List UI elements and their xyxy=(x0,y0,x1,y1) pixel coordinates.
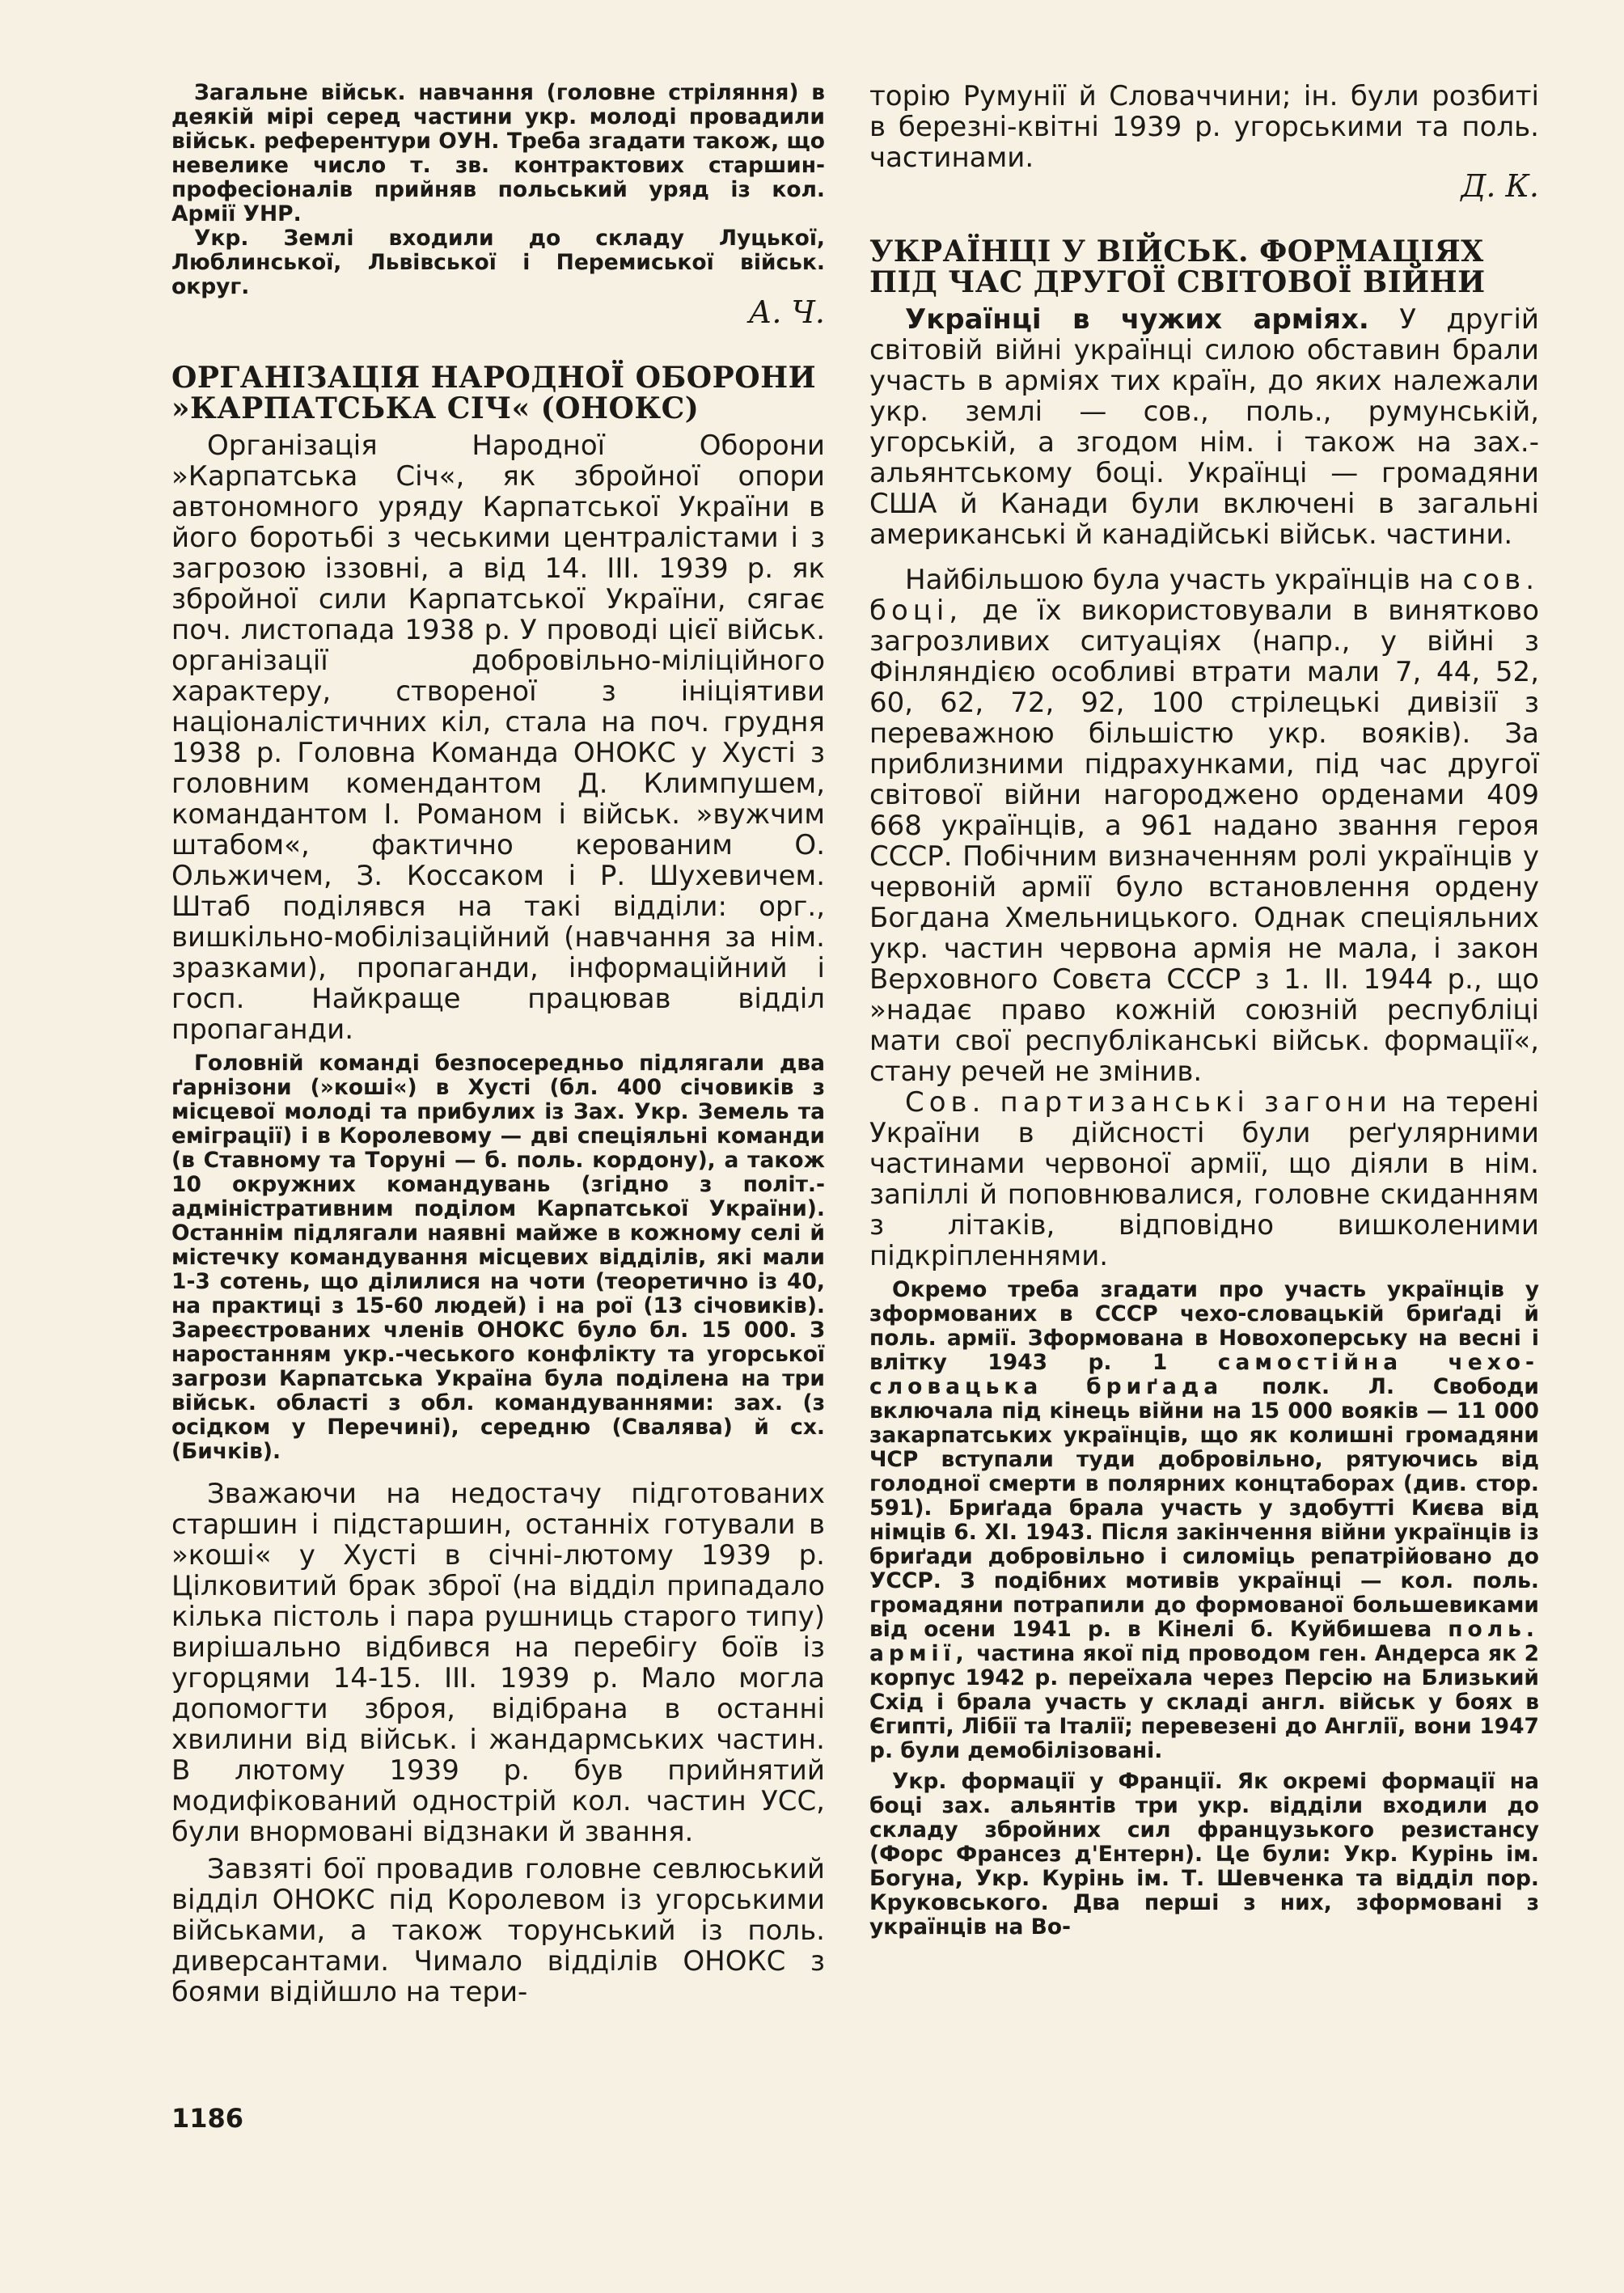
paragraph: Укр. Землі входили до складу Луцької, Люблинської, Львівської і Перемиської військ. округ. xyxy=(171,226,825,299)
author-signature: А. Ч. xyxy=(748,294,825,330)
spaced-term: сов. боці, xyxy=(869,564,1539,627)
paragraph xyxy=(869,304,1539,550)
paragraph: Головній команді безпосередньо підлягали два ґарнізони (»коші«) в Хусті (бл. 400 січовиків з місцевої молоді та прибулих із Зах. Укр. Земель та еміграції) і в Королевому — дві спеціяльні команди (в Ставному та Торуні — б. поль. кордону), а також 10 окружних командувань (згідно з політ.-адміністративним поділом Карпатської України). Останнім підлягали наявні майже в кожному селі й містечку командування місцевих відділів, які мали 1-3 сотень, що ділилися на чоти (теоретично із 40, на практиці з 15-60 людей) і на рої (13 січовиків). Зареєстрованих членів ОНОКС було бл. 15 000. З наростанням укр.-чеського конфлікту та угорської загрози Карпатська Україна була поділена на три військ. області з обл. командуваннями: зах. (з осідком у Перечині), середню (Свалява) й сх. (Бичків). xyxy=(171,1051,825,1464)
paragraph: Загальне військ. навчання (головне стріляння) в деякій мірі серед частини укр. молоді провадили військ. референтури ОУН. Треба згадати також, що невелике число т. зв. контрактових старшин-професіоналів прийняв польський уряд із кол. Армії УНР. xyxy=(171,80,825,226)
text: на терені України в дійсності були реґулярними частинами червоної армії, що діяли в нім. запіллі й поповнювалися, головне скиданням з літаків, відповідно вишколеними підкріпленнями. xyxy=(869,1086,1539,1272)
text: У другій світовій війні українці силою обставин брали участь в арміях тих країн, до яких належали укр. землі — сов., поль., румунській, угорській, а згодом нім. і також на зах.-альянтському боці. Українці — громадяни США й Канади були включені в загальні американські й канадійські військ. частини. xyxy=(869,303,1539,551)
paragraph: Зважаючи на недостачу підготованих старшин і підстаршин, останніх готували в »коші« у Хусті в січні-лютому 1939 р. Цілковитий брак зброї (на відділ припадало кілька пістоль і пара рушниць старого типу) вирішально відбився на перебігу боїв із угорцями 14-15. III. 1939 р. Мало могла допомогти зброя, відібрана в останні хвилини від військ. і жандармських частин. В лютому 1939 р. був прийнятий модифікований однострій кол. частин УСС, були внормовані відзнаки й звання. xyxy=(171,1478,825,1848)
page-number: 1186 xyxy=(171,2103,244,2134)
paragraph: Організація Народної Оборони »Карпатська Січ«, як збройної опори автономного уряду Карпатської України в його боротьбі з чеськими централістами і з загрозою іззовні, а від 14. III. 1939 р. як збройної сили Карпатської України, сягає поч. листопада 1938 р. У проводі цієї військ. організації добровільно-міліційного характеру, створеної з ініціятиви націоналістичних кіл, стала на поч. грудня 1938 р. Головна Команда ОНОКС у Хусті з головним комендантом Д. Климпушем, командантом І. Романом і військ. »вужчим штабом«, фактично керованим О. Ольжичем, З. Коссаком і Р. Шухевичем. Штаб поділявся на такі відділи: орг., вишкільно-мобілізаційний (навчання за нім. зразками), пропаганди, інформаційний і госп. Найкраще працював відділ пропаганди. xyxy=(171,429,825,1046)
section-heading: УКРАЇНЦІ У ВІЙСЬК. ФОРМАЦІЯХ ПІД ЧАС ДРУГОЇ СВІТОВОЇ ВІЙНИ xyxy=(869,235,1486,299)
paragraph xyxy=(869,1770,1539,1940)
text: де їх використовували в винятково загрозливих ситуаціях (напр., у війні з Фінляндією особливі втрати мали 7, 44, 52, 60, 62, 72, 92, 100 стрілецькі дивізії з переважною більшістю укр. вояків). За приблизними підрахунками, під час другої світової війни нагороджено орденами 409 668 українців, а 961 надано звання героя СССР. Побічним визначенням ролі українців у червоній армії було встановлення ордену Богдана Хмельницького. Однак спеціяльних укр. частин червона армія не мала, і закон Верховного Совєта СССР з 1. II. 1944 р., що »надає право кожній союзній республіці мати свої республіканські військ. формації«, стану речей не змінив. xyxy=(869,594,1539,1088)
text: Як окремі формації на боці зах. альянтів три укр. відділи входили до складу збройних сил французького резистансу (Форс Франсез д'Ентерн). Це були: Укр. Курінь ім. Богуна, Укр. Курінь ім. Т. Шевченка та відділ пор. Круковського. Два перші з них, зформовані з українців на Во- xyxy=(869,1769,1539,1940)
run-in-heading: Українці в чужих арміях. xyxy=(905,303,1369,336)
paragraph: Завзяті бої провадив головне севлюський відділ ОНОКС під Королевом із угорськими військами, а також торунський із поль. диверсантами. Чимало відділів ОНОКС з боями відійшло на тери- xyxy=(171,1853,825,2008)
paragraph xyxy=(869,1087,1539,1271)
spaced-term: Сов. партизанські загони xyxy=(905,1086,1392,1119)
left-column xyxy=(171,81,825,2007)
paragraph: торію Румунії й Словаччини; ін. були розбиті в березні-квітні 1939 р. угорськими та поль. частинами. xyxy=(869,80,1539,174)
author-signature: Д. К. xyxy=(1461,168,1539,204)
spaced-term: поль. армії, xyxy=(869,1617,1539,1666)
paragraph xyxy=(869,565,1539,1087)
text: полк. Л. Свободи включала під кінець війни на 15 000 вояків — 11 000 закарпатських українців, що як колишні громадяни ЧСР вступали туди добровільно, рятуючись від голодної смерти в полярних концтаборах (див. стор. 591). Бриґада брала участь у здобутті Києва від німців 6. XI. 1943. Після закінчення війни українців із бриґади добровільно і силоміць репатрійовано до УССР. З подібних мотивів українці — кол. поль. громадяни потрапили до формованої большевиками від осени 1941 р. в Кінелі б. Куйбишева xyxy=(869,1374,1539,1642)
paragraph xyxy=(869,1278,1539,1763)
text: Найбільшою була участь українців на xyxy=(905,564,1454,596)
spaced-term: 1 самостійна чехо-словацька бриґада xyxy=(869,1350,1540,1399)
text: частина якої під проводом ген. Андерса як 2 корпус 1942 р. переїхала через Персію на Близький Схід і брала участь у складі англ. військ у боях в Єгипті, Лібії та Італії; перевезені до Англії, вони 1947 р. були демобілізовані. xyxy=(869,1641,1540,1763)
run-in-heading: Укр. формації у Франції. xyxy=(892,1769,1223,1794)
section-heading: ОРГАНІЗАЦІЯ НАРОДНОЇ ОБОРОНИ »КАРПАТСЬКА СІЧ« (ОНОКС) xyxy=(171,361,817,425)
text: Окремо треба згадати про участь українців у зформованих в СССР чехо-словацькій бриґаді й поль. армії. Зформована в Новохоперську на весні і влітку 1943 р. xyxy=(869,1277,1539,1375)
right-column xyxy=(869,81,1539,1940)
